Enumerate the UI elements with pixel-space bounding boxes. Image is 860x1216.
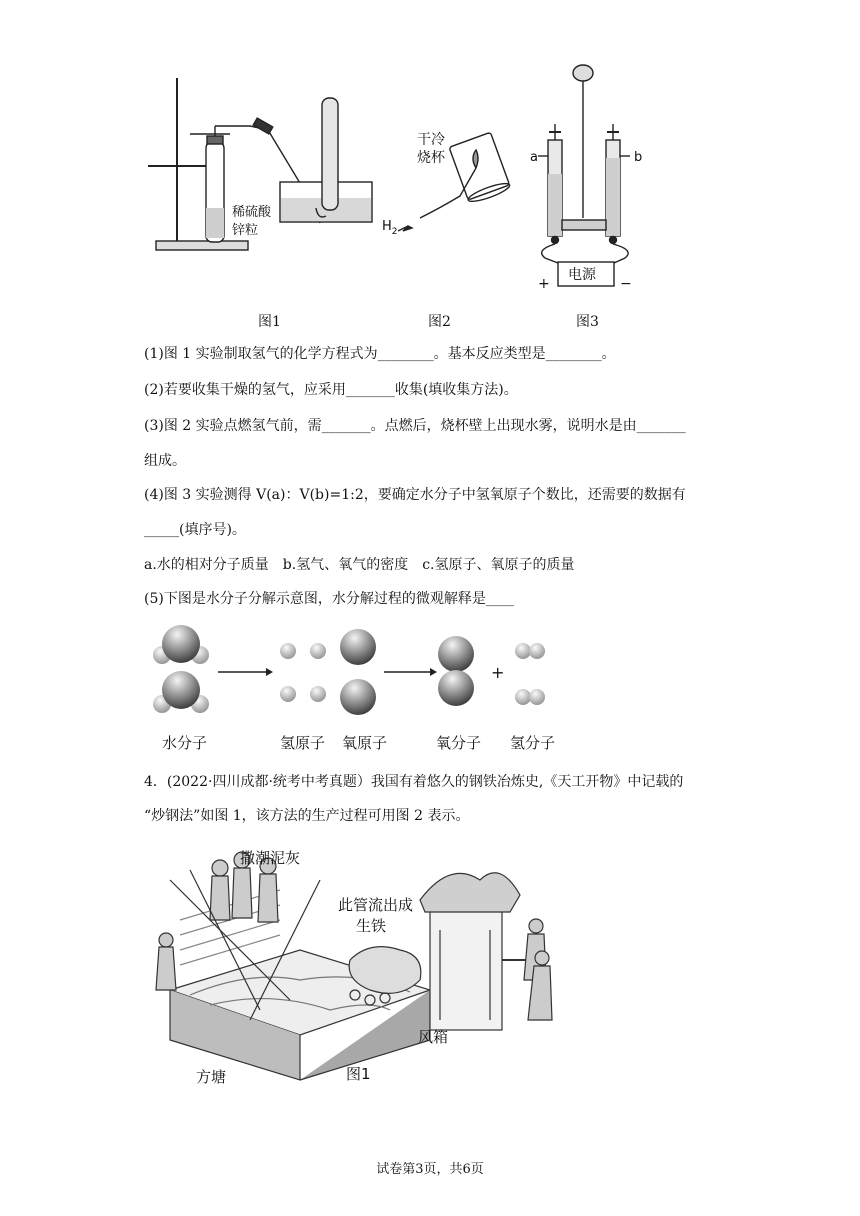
plus-sign: + — [491, 663, 505, 682]
question-5: (5)下图是水分子分解示意图，水分解过程的微观解释是____ — [144, 591, 514, 607]
label-a: a — [530, 150, 538, 165]
hydrogen-atoms — [280, 643, 326, 702]
water-decomposition-diagram — [140, 622, 580, 726]
label-bellows: 风箱 — [418, 1028, 449, 1046]
label-h2: $H_2$ — [382, 219, 398, 237]
label-dry-cold: 干冷 — [417, 132, 445, 148]
label-water-molecule: 水分子 — [162, 734, 208, 752]
oxygen-atoms — [340, 629, 376, 715]
label-pipe-outflow-line2: 生铁 — [356, 917, 387, 935]
caption-figure-1: 图1 — [258, 314, 281, 330]
label-oxygen-molecule: 氧分子 — [436, 734, 482, 752]
label-sprinkle-damp-mud-ash: 撒潮泥灰 — [240, 849, 301, 867]
water-molecule-1 — [153, 625, 209, 664]
arrow-2 — [384, 668, 437, 676]
question-1: (1)图 1 实验制取氢气的化学方程式为________。基本反应类型是________。 — [144, 346, 616, 362]
label-hydrogen-atom: 氢原子 — [280, 734, 326, 752]
label-hydrogen-molecule: 氢分子 — [510, 734, 556, 752]
label-oxygen-atom: 氧原子 — [342, 734, 388, 752]
page-footer: 试卷第3页，共6页 — [376, 1162, 484, 1177]
label-zinc-granules: 锌粒 — [232, 223, 259, 238]
question-3-cont: 组成。 — [144, 453, 186, 469]
caption-figure-2: 图2 — [428, 314, 451, 330]
hydrogen-molecules — [515, 643, 545, 705]
question-4-stem-line-1: 4．(2022·四川成都·统考中考真题）我国有着悠久的钢铁冶炼史,《天工开物》中记载的 — [144, 774, 684, 790]
label-pipe-outflow-line1: 此管流出成 — [338, 896, 414, 914]
label-dilute-sulfuric-acid: 稀硫酸 — [232, 205, 272, 220]
label-beaker: 烧杯 — [417, 150, 445, 166]
label-minus: − — [620, 276, 632, 292]
question-4-cont: _____(填序号)。 — [144, 522, 246, 538]
question-4-options: a.水的相对分子质量 b.氢气、氧气的密度 c.氢原子、氧原子的质量 — [144, 557, 575, 573]
question-4-stem-line-2: “炒钢法”如图 1，该方法的生产过程可用图 2 表示。 — [144, 808, 470, 824]
caption-figure-3: 图3 — [576, 314, 599, 330]
water-molecule-2 — [153, 671, 209, 713]
figure-1-hydrogen-generator — [148, 78, 372, 250]
figure-3-electrolysis — [538, 65, 630, 286]
arrow-1 — [218, 668, 273, 676]
steelmaking-illustration — [150, 840, 570, 1090]
question-3: (3)图 2 实验点燃氢气前，需_______。点燃后，烧杯壁上出现水雾，说明水是由_______ — [144, 418, 686, 434]
question-2: (2)若要收集干燥的氢气，应采用_______收集(填收集方法)。 — [144, 382, 518, 398]
label-square-pond: 方塘 — [196, 1068, 227, 1086]
apparatus-figures — [140, 58, 660, 338]
caption-bottom-figure-1: 图1 — [346, 1065, 371, 1083]
figure-2-burning-hydrogen — [398, 132, 511, 231]
oxygen-molecule — [438, 636, 474, 706]
label-b: b — [634, 150, 643, 165]
label-power-supply: 电源 — [568, 267, 596, 283]
question-4: (4)图 3 实验测得 V(a)：V(b)=1:2，要确定水分子中氢氧原子个数比，还需要的数据有 — [144, 487, 686, 503]
label-plus: + — [538, 276, 550, 292]
